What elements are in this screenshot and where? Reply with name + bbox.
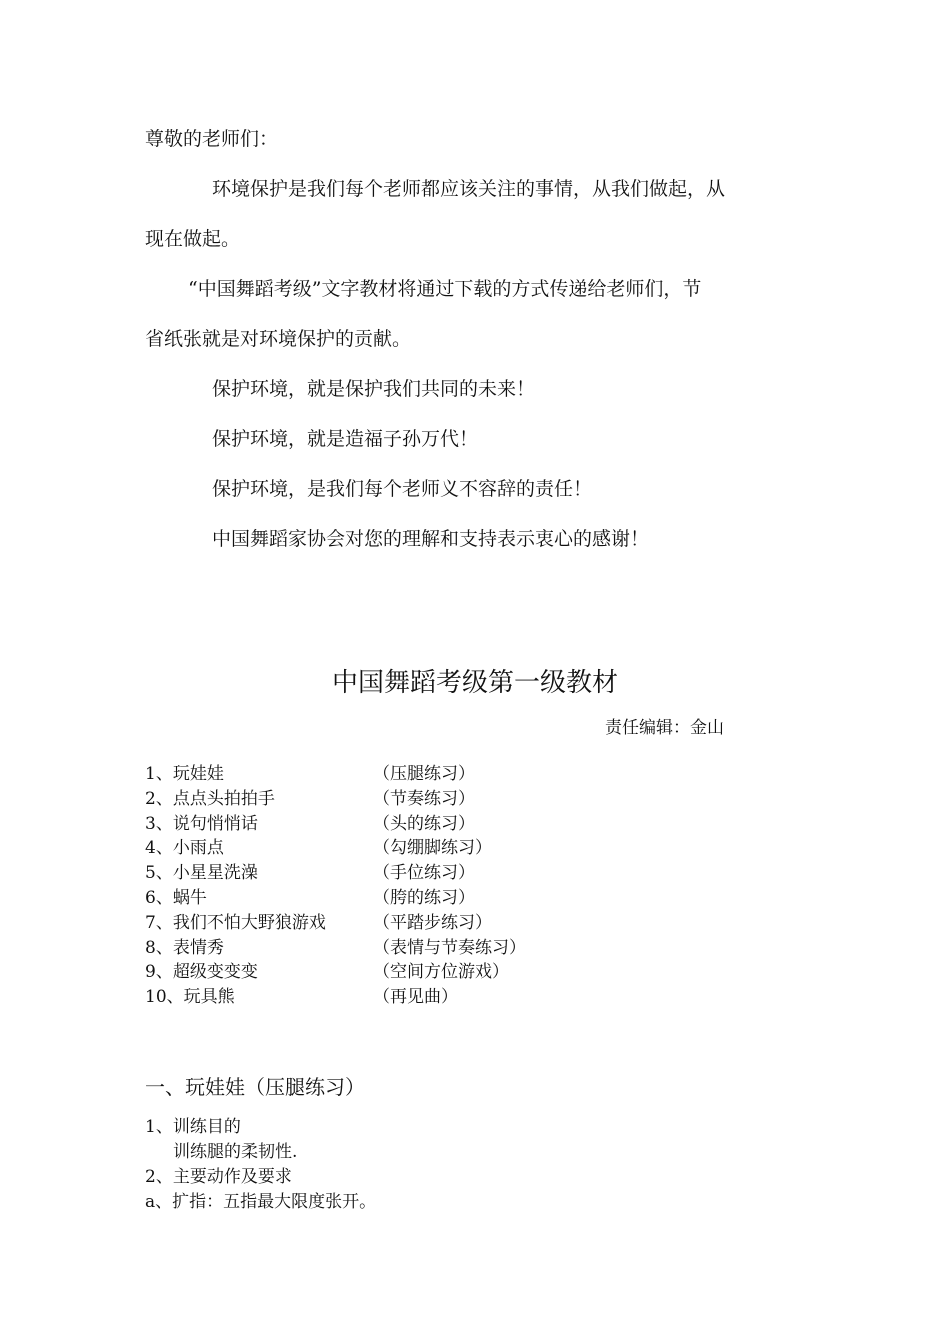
toc-item-name: 2、点点头拍拍手	[145, 788, 275, 809]
letter-slogan: 保护环境，是我们每个老师义不容辞的责任！	[212, 478, 593, 500]
letter-paragraph-1-line-1: 环境保护是我们每个老师都应该关注的事情，从我们做起，从	[212, 178, 726, 200]
toc-row	[145, 787, 705, 812]
toc-item-note: （胯的练习）	[373, 887, 475, 908]
toc-row	[145, 960, 705, 985]
toc-row	[145, 936, 705, 961]
letter-salutation: 尊敬的老师们：	[145, 128, 279, 150]
toc-row	[145, 985, 705, 1010]
toc-item-note: （头的练习）	[373, 813, 475, 834]
toc-item-name: 7、我们不怕大野狼游戏	[145, 912, 326, 933]
letter-paragraph-2-line-1: “中国舞蹈考级”文字教材将通过下载的方式传递给老师们，节	[188, 278, 702, 300]
letter-paragraph-1-line-2: 现在做起。	[145, 228, 241, 250]
toc-item-name: 6、蜗牛	[145, 887, 207, 908]
toc-item-note: （勾绷脚练习）	[373, 838, 492, 859]
toc-row	[145, 861, 705, 886]
table-of-contents	[145, 762, 705, 1010]
toc-item-note: （压腿练习）	[373, 764, 475, 784]
toc-row	[145, 812, 705, 837]
toc-item-name: 8、表情秀	[145, 937, 224, 958]
toc-item-name: 4、小雨点	[145, 838, 224, 859]
item-text: 训练腿的柔韧性.	[173, 1142, 298, 1162]
toc-item-name: 9、超级变变变	[145, 962, 258, 983]
item-label: 1、训练目的	[145, 1117, 241, 1137]
toc-row	[145, 836, 705, 861]
toc-item-note: （平踏步练习）	[373, 912, 492, 933]
toc-item-name: 5、小星星洗澡	[145, 863, 258, 884]
toc-row	[145, 911, 705, 936]
letter-slogan: 保护环境，就是保护我们共同的未来！	[212, 378, 536, 400]
toc-item-note: （节奏练习）	[373, 788, 475, 809]
toc-row	[145, 886, 705, 911]
letter-paragraph-2-line-2: 省纸张就是对环境保护的贡献。	[145, 328, 412, 350]
toc-item-name: 1、玩娃娃	[145, 764, 224, 784]
textbook-editor: 责任编辑：金山	[605, 718, 724, 738]
toc-item-note: （空间方位游戏）	[373, 962, 509, 983]
section-heading: 一、玩娃娃（压腿练习）	[145, 1075, 365, 1099]
item-label: 2、主要动作及要求	[145, 1167, 292, 1187]
letter-thanks: 中国舞蹈家协会对您的理解和支持表示衷心的感谢！	[212, 528, 650, 550]
letter-slogan: 保护环境，就是造福子孙万代！	[212, 428, 479, 450]
toc-item-note: （再见曲）	[373, 987, 458, 1008]
toc-item-name: 10、玩具熊	[145, 987, 235, 1008]
toc-item-note: （表情与节奏练习）	[373, 937, 526, 958]
toc-item-note: （手位练习）	[373, 863, 475, 884]
item-text: a、扩指：五指最大限度张开。	[145, 1192, 377, 1212]
textbook-title: 中国舞蹈考级第一级教材	[331, 668, 618, 698]
toc-item-name: 3、说句悄悄话	[145, 813, 258, 834]
toc-row	[145, 762, 705, 787]
